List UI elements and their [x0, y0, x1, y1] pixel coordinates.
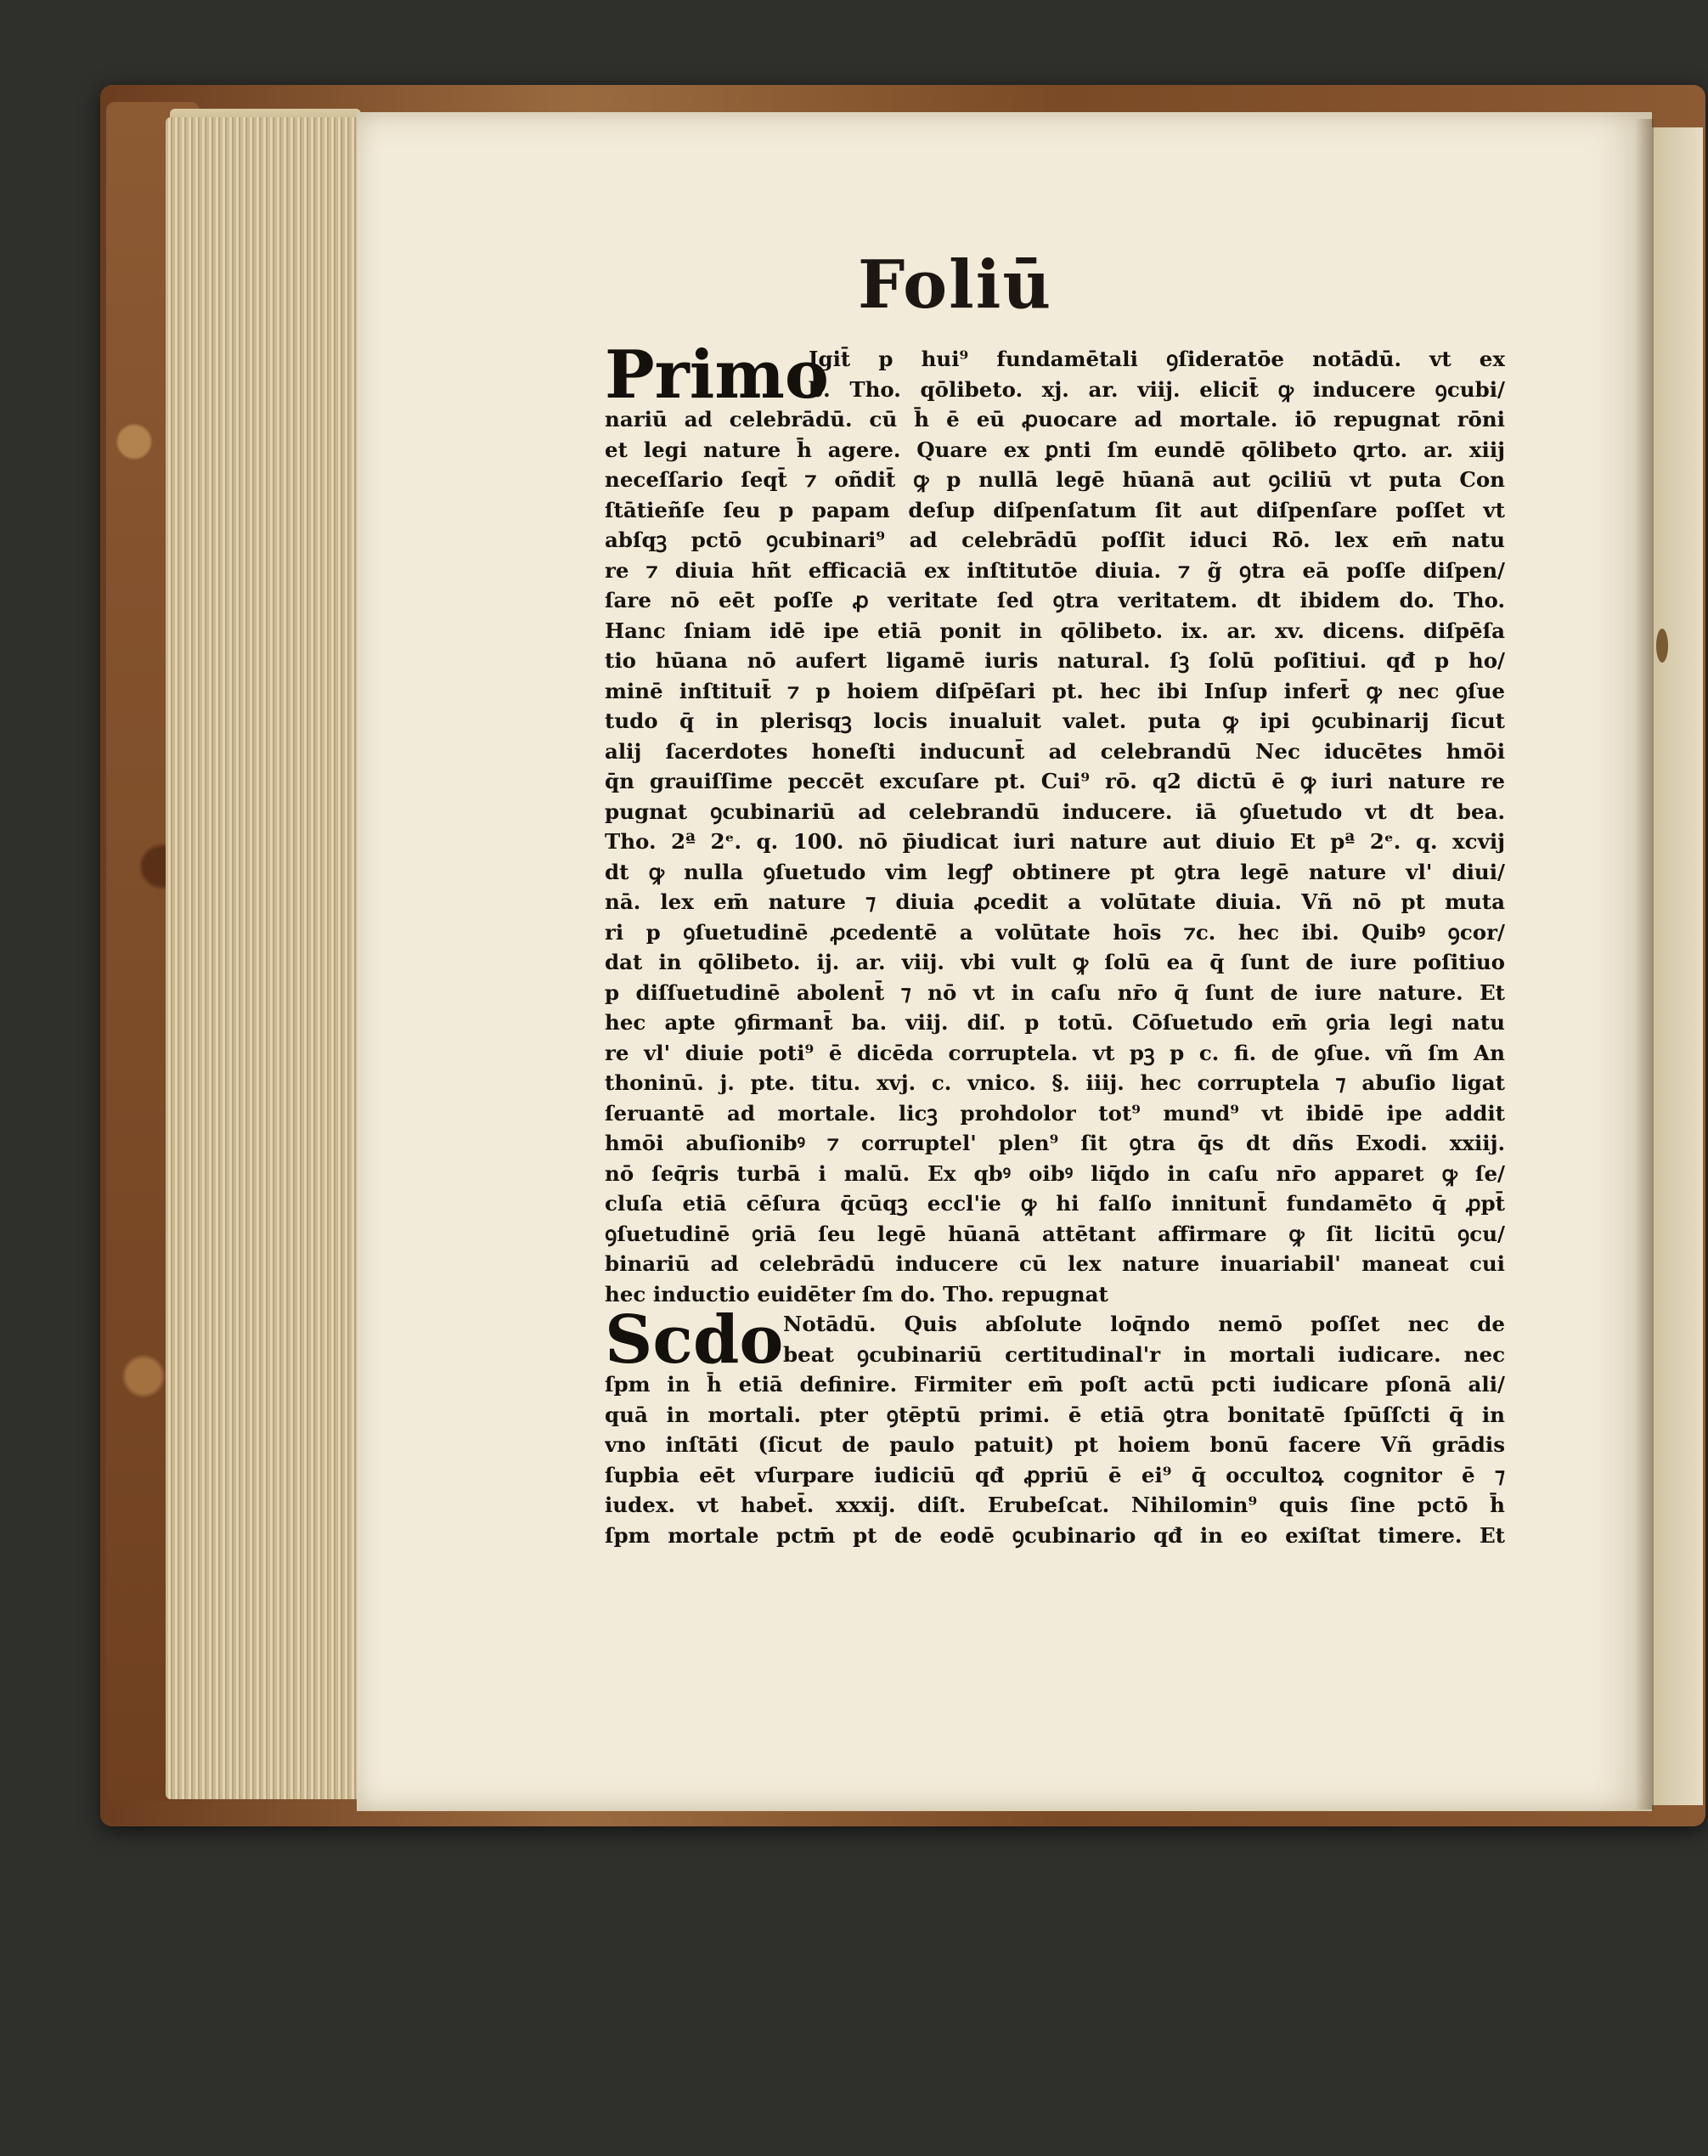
text-line: Hanc ſniam idē ipe etiā ponit in qōlibeto. ix. ar. xv. dicens. diſpēſa	[605, 618, 1505, 643]
text-line: nariū ad celebrādū. cū h̄ ē eū ꝓuocare ad mortale. iō repugnat rōni	[605, 407, 1505, 432]
text-line: minē inſtituit̄ ⁊ p hoiem diſpēſari pt. hec ibi Inſup infert̄ ꝙ nec ꝯſue	[605, 678, 1505, 703]
text-line: ſtātieñſe ſeu p papam deſup diſpenſatum ſit aut diſpenſare poſſet vt	[605, 497, 1505, 522]
text-line: ſare nō eēt poſſe ꝓ veritate ſed ꝯtra veritatem. dt ibidem do. Tho.	[605, 588, 1505, 612]
running-head: Foliū	[858, 246, 1053, 324]
section-scdo	[605, 1301, 1505, 1550]
section-initial: Scdo	[605, 1301, 784, 1379]
section-initial: Primo	[605, 336, 829, 414]
text-line: neceſſario ſeqt̄ ⁊ oñdit̄ ꝙ p nullā legē hūanā aut ꝯciliū vt puta Con	[605, 467, 1505, 492]
text-line: tudo q̄ in plerisqꝫ locis inualuit valet. puta ꝙ ipi ꝯcubinarij ſicut	[605, 708, 1505, 733]
text-line: hmōi abuſionibꝰ ⁊ corruptel' plen⁹ ſit ꝯtra q̄s dt dñs Exodi. xxiij.	[605, 1131, 1505, 1155]
text-line: vno inſtāti (ſicut de paulo patuit) pt hoiem bonū facere Vñ grādis	[605, 1432, 1505, 1457]
text-line: ri p ꝯſuetudinē ꝓcedentē a volūtate hoīs ⁊c. hec ibi. Quibꝰ ꝯcor/	[605, 919, 1505, 945]
text-line: ſupbia eēt vſurpare iudiciū qđ ꝓpriū ē ei⁹ q̄ occultoꝝ cognitor ē ⁊	[605, 1462, 1505, 1487]
text-line: dat in qōlibeto. ij. ar. viij. vbi vult ꝙ ſolū ea q̄ ſunt de iure poſitiuo	[605, 950, 1505, 974]
text-line: tio hūana nō aufert ligamē iuris natural. ſꝫ ſolū poſitiui. qđ p ho/	[605, 648, 1505, 673]
text-line: ſeruantē ad mortale. licꝫ prohdolor tot⁹ mund⁹ vt ibidē ipe addit	[605, 1100, 1505, 1126]
page-gutter	[1635, 119, 1654, 1809]
text-line: iudex. vt habet̄. xxxij. diſt. Erubeſcat. Nihilomin⁹ quis ſine pctō h̄	[605, 1493, 1505, 1517]
text-line: q̄n grauiſſime peccēt excuſare pt. Cui⁹ rō. q2 dictū ē ꝙ iuri nature re	[605, 769, 1505, 793]
text-line: ſpm in h̄ etiā definire. Firmiter em̄ poſt actū pcti iudicare pſonā ali/	[605, 1372, 1505, 1397]
text-line: nō ſeq̄ris turbā i malū. Ex qbꝰ oibꝰ liq̄do in caſu nr̄o apparet ꝙ ſe/	[605, 1160, 1505, 1186]
text-line: Notādū. Quis abſolute loq̄ndo nemō poſſet nec de	[783, 1312, 1505, 1336]
text-line: re vl' diuie poti⁹ ē dicēda corruptela. vt pꝫ p c. fi. de ꝯſue. vñ ſm An	[605, 1040, 1505, 1065]
text-line: thoninū. j. pte. titu. xvj. c. vnico. §. iiij. hec corruptela ⁊ abuſio ligat	[605, 1070, 1505, 1095]
text-line: et legi nature h̄ agere. Quare ex ꝑnti ſm eundē qōlibeto ꝗrto. ar. xiij	[605, 437, 1505, 462]
text-line: hec inductio euidēter ſm do. Tho. repugnat	[605, 1281, 1108, 1307]
page-edges	[166, 117, 361, 1799]
text-line: pugnat ꝯcubinariū ad celebrandū inducere. iā ꝯſuetudo vt dt bea.	[605, 799, 1505, 824]
text-line: hec apte ꝯfirmant̄ ba. viij. diſ. p totū. Cōſuetudo em̄ ꝯria legi natu	[605, 1010, 1505, 1035]
text-line: ꝯſuetudinē ꝯriā ſeu legē hūanā attētant affirmare ꝙ ſit licitū ꝯcu/	[605, 1221, 1505, 1246]
text-line: quā in mortali. pter ꝯtēptū primi. ē etiā ꝯtra bonitatē ſpūſſcti q̄ in	[605, 1402, 1505, 1427]
section-lines	[605, 1369, 1505, 1550]
text-block	[605, 336, 1505, 1550]
text-line: b. Tho. qōlibeto. xj. ar. viij. elicit̄ ꝙ inducere ꝯcubi/	[809, 376, 1505, 402]
text-line: p diſſuetudinē abolent̄ ⁊ nō vt in caſu nr̄o q̄ ſunt de iure nature. Et	[605, 979, 1505, 1005]
right-page-sliver	[1652, 127, 1703, 1805]
text-line: cluſa etiā cēſura q̄cūqꝫ eccl'ie ꝙ hi falſo innitunt̄ fundamēto q̄ ꝓpt̄	[605, 1191, 1505, 1216]
section-lines	[605, 404, 1505, 1309]
text-line: nā. lex em̄ nature ⁊ diuia ꝓcedit a volūtate diuia. Vñ nō pt muta	[605, 889, 1505, 914]
text-line: dt ꝙ nulla ꝯſuetudo vim legꝭ obtinere pt ꝯtra legē nature vl' diui/	[605, 859, 1505, 884]
text-line: Tho. 2ª 2ᵉ. q. 100. nō p̄iudicat iuri nature aut diuio Et pª 2ᵉ. q. xcvij	[605, 829, 1505, 854]
text-line: binariū ad celebrādū inducere cū lex nature inuariabil' maneat cui	[605, 1251, 1505, 1276]
text-line: beat ꝯcubinariū certitudinal'r in mortali iudicare. nec	[783, 1341, 1505, 1367]
text-line: abſqꝫ pctō ꝯcubinari⁹ ad celebrādū poſſit iduci Rō. lex em̄ natu	[605, 528, 1505, 552]
text-line: Igit̄ p hui⁹ fundamētali ꝯſideratōe notādū. vt ex	[809, 347, 1505, 371]
section-primo	[605, 336, 1505, 1309]
text-line: re ⁊ diuia hñt efficaciā ex inſtitutōe diuia. ⁊ g̃ ꝯtra eā poſſe diſpen/	[605, 557, 1505, 583]
text-line: ſpm mortale pctm̄ pt de eodē ꝯcubinario qđ in eo exiſtat timere. Et	[605, 1522, 1505, 1548]
text-line: alij ſacerdotes honeſti inducunt̄ ad celebrandū Nec iducētes hmōi	[605, 738, 1505, 764]
page-stain	[1656, 629, 1668, 663]
